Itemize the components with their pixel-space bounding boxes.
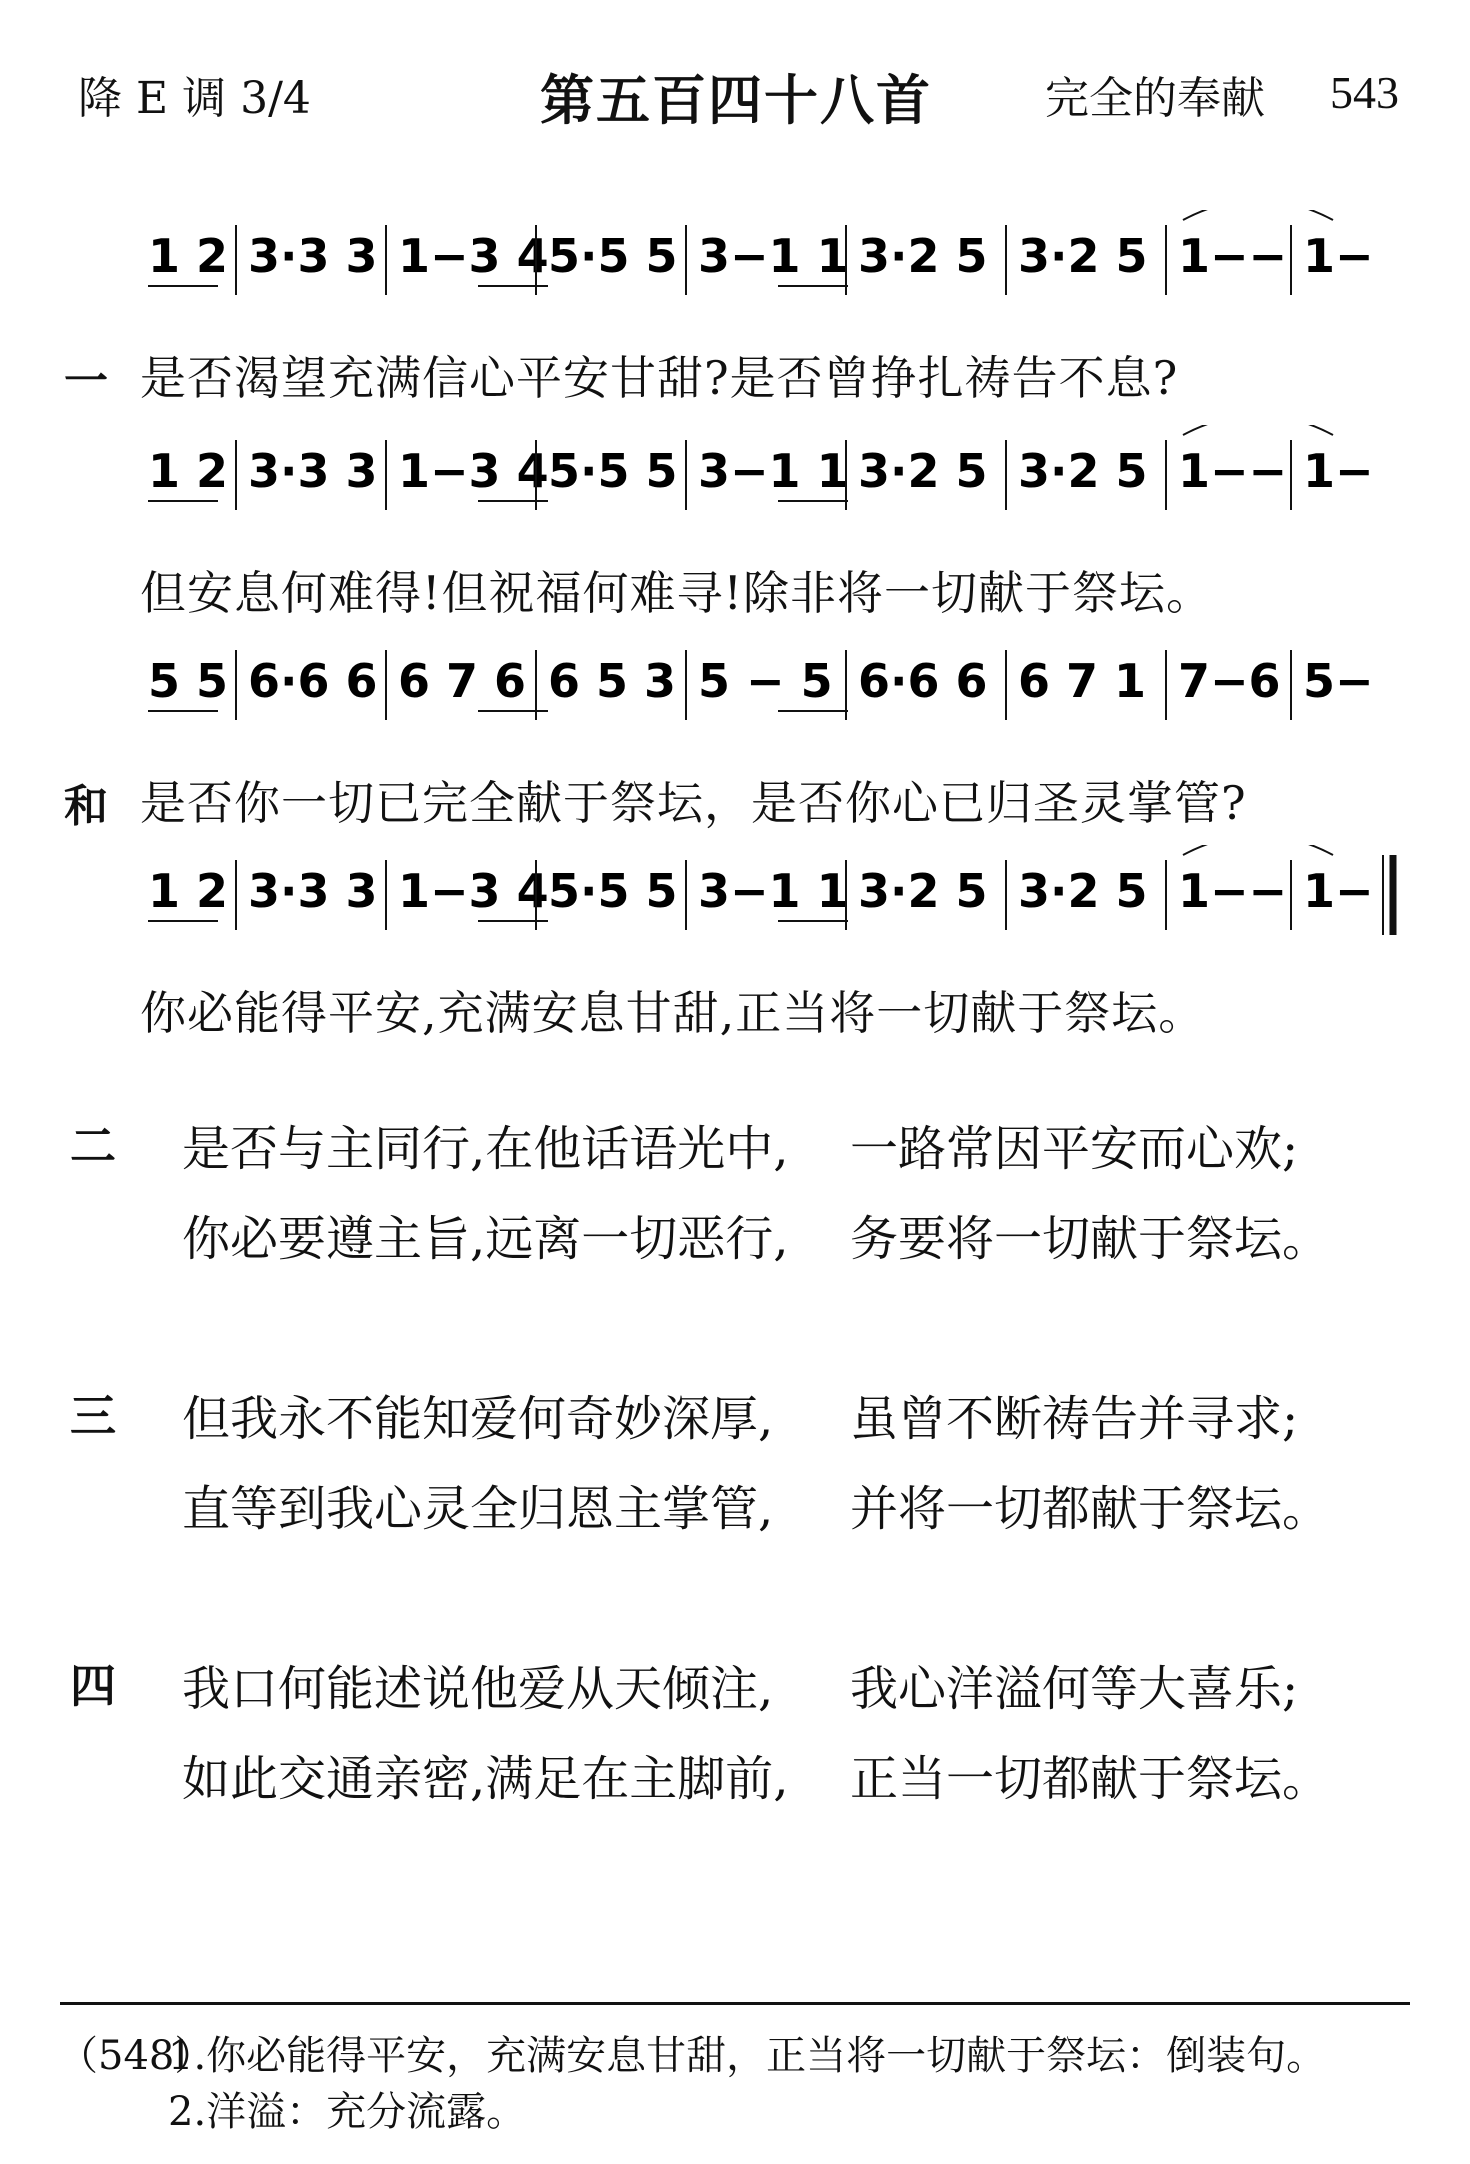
measure-notes: 1 2 bbox=[148, 444, 229, 498]
measure-notes: 1 2 bbox=[148, 229, 229, 283]
measure-notes: 1 2 bbox=[148, 864, 229, 918]
notation-row bbox=[130, 635, 1430, 745]
measure-notes: 5·5 5 bbox=[548, 229, 678, 283]
measure-notes: 1− bbox=[1303, 444, 1374, 498]
verse-line: 直等到我心灵全归恩主掌管, bbox=[182, 1481, 774, 1537]
system-lyrics: 是否渴望充满信心平安甘甜?是否曾挣扎祷告不息? bbox=[140, 351, 1179, 405]
measure-notes: 3·2 5 bbox=[858, 444, 988, 498]
verse-line: 并将一切都献于祭坛。 bbox=[850, 1481, 1331, 1537]
tie-slur bbox=[1183, 210, 1333, 220]
hymn-subtitle: 完全的奉献 bbox=[1045, 73, 1265, 124]
verse-line: 是否与主同行,在他话语光中, bbox=[182, 1121, 789, 1177]
measure-notes: 1−− bbox=[1178, 864, 1288, 918]
measure-notes: 6·6 6 bbox=[858, 654, 988, 708]
verse-label: 三 bbox=[70, 1389, 116, 1443]
measure-notes: 5 − 5 bbox=[698, 654, 833, 708]
measure-notes: 1−− bbox=[1178, 444, 1288, 498]
hymn-title: 第五百四十八首 bbox=[540, 69, 932, 132]
measure-notes: 3·3 3 bbox=[248, 864, 378, 918]
verse-line: 我口何能述说他爱从天倾注, bbox=[182, 1661, 774, 1717]
measure-notes: 5·5 5 bbox=[548, 444, 678, 498]
measure-notes: 3·2 5 bbox=[858, 229, 988, 283]
key-signature: 降 E 调 3/4 bbox=[78, 73, 311, 124]
notation-row bbox=[130, 425, 1430, 535]
measure-notes: 1− bbox=[1303, 864, 1374, 918]
measure-notes: 1− bbox=[1303, 229, 1374, 283]
system-verse-label: 和 bbox=[64, 781, 108, 832]
footnote-1: 1.你必能得平安，充满安息甘甜，正当将一切献于祭坛：倒装句。 bbox=[168, 2033, 1327, 2079]
verse-label: 二 bbox=[70, 1119, 116, 1173]
verse-line: 一路常因平安而心欢; bbox=[850, 1121, 1299, 1177]
notation-row bbox=[130, 210, 1430, 320]
footer-rule bbox=[60, 2002, 1410, 2005]
measure-notes: 6 7 6 bbox=[398, 654, 527, 708]
measure-notes: 5− bbox=[1303, 654, 1374, 708]
verse-line: 你必要遵主旨,远离一切恶行, bbox=[182, 1211, 789, 1267]
measure-notes: 5·5 5 bbox=[548, 864, 678, 918]
tie-slur bbox=[1183, 425, 1333, 435]
page-number: 543 bbox=[1330, 67, 1399, 118]
notation-row bbox=[130, 845, 1430, 955]
measure-notes: 1−3 4 bbox=[398, 444, 549, 498]
system-lyrics: 但安息何难得!但祝福何难寻!除非将一切献于祭坛。 bbox=[140, 566, 1213, 620]
system-lyrics: 你必能得平安,充满安息甘甜,正当将一切献于祭坛。 bbox=[140, 986, 1206, 1040]
tie-slur bbox=[1183, 845, 1333, 855]
verse-line: 如此交通亲密,满足在主脚前, bbox=[182, 1751, 789, 1807]
measure-notes: 1−3 4 bbox=[398, 229, 549, 283]
measure-notes: 3−1 1 bbox=[698, 444, 849, 498]
measure-notes: 1−3 4 bbox=[398, 864, 549, 918]
footnote-2: 2.洋溢：充分流露。 bbox=[168, 2089, 527, 2135]
measure-notes: 5 5 bbox=[148, 654, 229, 708]
verse-line: 我心洋溢何等大喜乐; bbox=[850, 1661, 1299, 1717]
verse-line: 但我永不能知爱何奇妙深厚, bbox=[182, 1391, 774, 1447]
verse-line: 虽曾不断祷告并寻求; bbox=[850, 1391, 1299, 1447]
verse-line: 务要将一切献于祭坛。 bbox=[850, 1211, 1331, 1267]
system-lyrics: 是否你一切已完全献于祭坛，是否你心已归圣灵掌管? bbox=[140, 776, 1247, 830]
verse-line: 正当一切都献于祭坛。 bbox=[850, 1751, 1331, 1807]
measure-notes: 6 7 1 bbox=[1018, 654, 1147, 708]
footnote-ref: （548） bbox=[58, 2033, 215, 2079]
measure-notes: 1−− bbox=[1178, 229, 1288, 283]
measure-notes: 3·2 5 bbox=[858, 864, 988, 918]
measure-notes: 3−1 1 bbox=[698, 864, 849, 918]
measure-notes: 3−1 1 bbox=[698, 229, 849, 283]
measure-notes: 3·2 5 bbox=[1018, 444, 1148, 498]
measure-notes: 3·3 3 bbox=[248, 229, 378, 283]
measure-notes: 3·3 3 bbox=[248, 444, 378, 498]
system-verse-label: 一 bbox=[64, 356, 108, 407]
measure-notes: 6 5 3 bbox=[548, 654, 677, 708]
measure-notes: 3·2 5 bbox=[1018, 229, 1148, 283]
measure-notes: 3·2 5 bbox=[1018, 864, 1148, 918]
measure-notes: 6·6 6 bbox=[248, 654, 378, 708]
measure-notes: 7−6 bbox=[1178, 654, 1281, 708]
verse-label: 四 bbox=[70, 1659, 116, 1713]
